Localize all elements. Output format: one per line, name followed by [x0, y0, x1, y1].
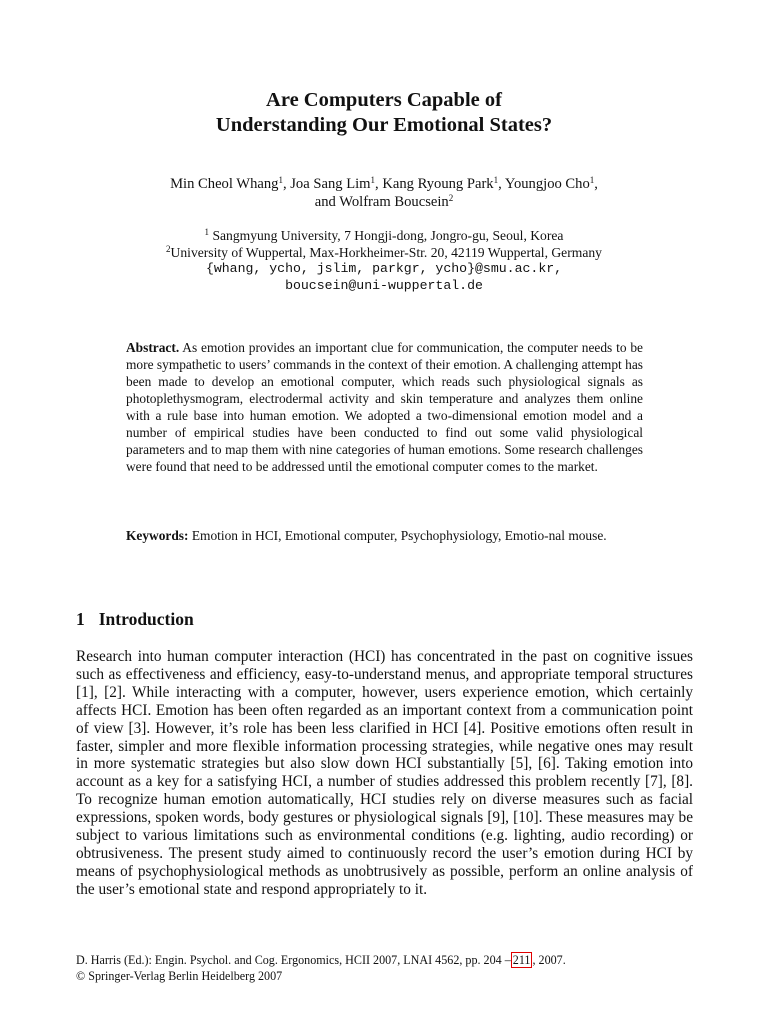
author-name: Kang Ryoung Park — [382, 176, 494, 192]
email-line-2: boucsein@uni-wuppertal.de — [285, 277, 483, 293]
affiliation-text: University of Wuppertal, Max-Horkheimer-Str. 20, 42119 Wuppertal, Germany — [170, 244, 602, 260]
affiliation-mark: 1 — [204, 227, 210, 237]
keywords — [126, 527, 643, 544]
abstract — [126, 339, 643, 475]
author-name: Min Cheol Whang — [170, 176, 279, 192]
keywords-text: Emotion in HCI, Emotional computer, Psychophysiology, Emotio-nal mouse. — [191, 528, 607, 543]
author-list — [0, 175, 768, 211]
page-link[interactable]: 211 — [512, 953, 531, 967]
abstract-text: As emotion provides an important clue for communication, the computer needs to be more sympathetic to users’ commands in the context of their emotion. A challenging attempt has been made to develop an emotional computer, which reads such physiological signals as photoplethysmogram, electrodermal activity and skin temperature and analyzes them online with a rule base into human emotion. We adopted a two-dimensional emotion model and a number of empirical studies have been conducted to find out some valid physiological parameters and to map them with nine categories of human emotions. Some research challenges were found that need to be addressed until the emotional computer comes to the market. — [126, 340, 644, 474]
title-line-2: Understanding Our Emotional States? — [215, 114, 553, 136]
copyright-line: © Springer-Verlag Berlin Heidelberg 2007 — [76, 968, 283, 983]
author-name: Joa Sang Lim — [290, 176, 371, 192]
citation-suffix: , 2007. — [532, 953, 566, 967]
section-title: Introduction — [98, 609, 194, 629]
abstract-label: Abstract. — [126, 340, 180, 355]
author-name: Youngjoo Cho — [504, 176, 590, 192]
title-line-1: Are Computers Capable of — [266, 89, 502, 111]
affiliation-2 — [0, 245, 768, 262]
author-name: and Wolfram Boucsein — [314, 194, 449, 210]
affiliations — [0, 228, 768, 294]
section-number: 1 — [76, 609, 85, 629]
affiliation-mark: 2 — [166, 243, 171, 254]
author-line-2 — [0, 193, 768, 211]
author-affiliation-mark: 2 — [448, 193, 454, 203]
citation-text: D. Harris (Ed.): Engin. Psychol. and Cog. Ergonomics, HCII 2007, LNAI 4562, pp. 204 – — [76, 953, 511, 967]
introduction-paragraph: Research into human computer interaction (HCI) has concentrated in the past on cognitive issues such as effectiveness and efficiency, easy-to-understand menus, and appropriate temporal structures [1], [2]. While interacting with a computer, however, users experience emotion, which certainly affects HCI. Emotion has been often regarded as an important context from a communication point of view [3]. However, it’s role has been less clarified in HCI [4]. Positive emotions often result in faster, simpler and more flexible information processing strategies, while negative ones may result in more systematic strategies but also slow down HCI substantially [5], [6]. Taking emotion into account as a key for a satisfying HCI, a number of studies addressed this problem recently [7], [8]. To recognize human emotion automatically, HCI studies rely on diverse measures such as facial expressions, spoken words, body gestures or physiological signals [9], [10]. These measures may be subject to various limitations such as environmental conditions (e.g. lighting, audio recording) or obtrusiveness. The present study aimed to continuously record the user’s emotion during HCI by means of psychophysiological methods as unobtrusively as possible, perform an online analysis of the user’s emotional state and respond appropriately to it. — [76, 648, 693, 898]
citation-line — [76, 953, 693, 969]
keywords-label: Keywords: — [126, 528, 189, 543]
affiliation-1 — [0, 228, 768, 245]
page-footer — [76, 953, 693, 984]
email-line-1: {whang, ycho, jslim, parkgr, ycho}@smu.ac.kr, — [205, 261, 563, 276]
paper-title — [0, 88, 768, 138]
affiliation-text: Sangmyung University, 7 Hongji-dong, Jongro-gu, Seoul, Korea — [212, 228, 564, 243]
author-affiliation-mark: 1 — [589, 175, 595, 185]
author-line-1: Min Cheol Whang$^1$, Joa Sang Lim$^1$, Kang Ryoung Park$^1$, Youngjoo Cho$^1$, — [170, 175, 598, 192]
author-affiliation-mark: 1 — [493, 175, 499, 185]
section-heading — [76, 608, 194, 630]
author-affiliation-mark: 1 — [278, 175, 283, 185]
author-affiliation-mark: 1 — [370, 175, 376, 185]
